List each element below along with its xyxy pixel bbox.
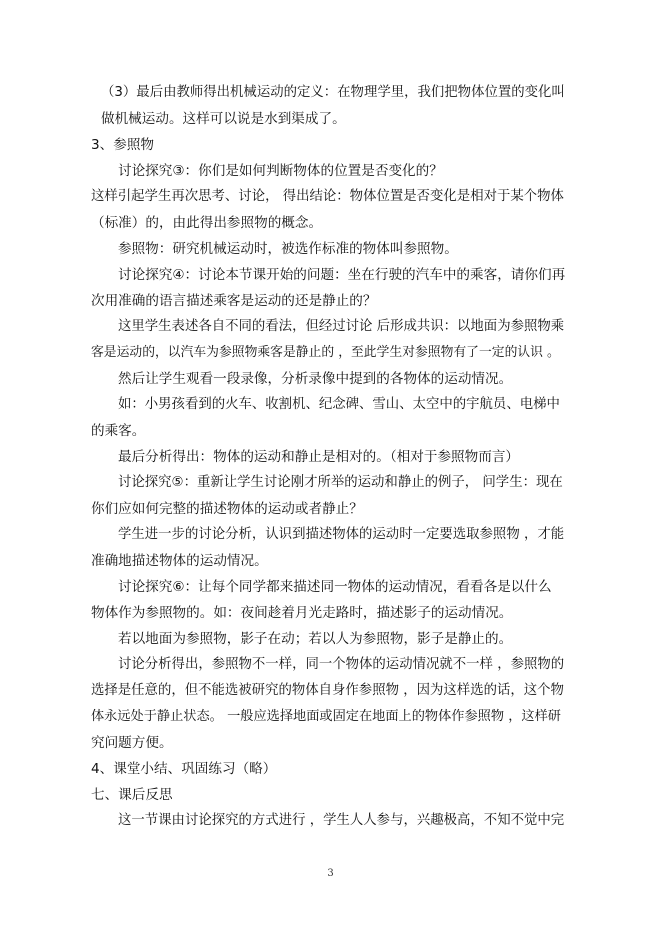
- text-line: 学生进一步的讨论分析，认识到描述物体的运动时一定要选取参照物 ，才能: [118, 527, 565, 542]
- text-line: 如：小男孩看到的火车、收割机、纪念碑、雪山、太空中的宇航员、电梯中: [118, 397, 560, 412]
- text-line: 讨论探究⑤：重新让学生讨论刚才所举的运动和静止的例子， 问学生：现在: [118, 475, 563, 490]
- section-heading: 七、课后反思: [91, 787, 173, 803]
- text-line: 这样引起学生再次思考、讨论， 得出结论：物体位置是否变化是相对于某个物体: [91, 189, 564, 204]
- text-line: 参照物：研究机械运动时，被选作标准的物体叫参照物。: [118, 241, 458, 257]
- text-line: （3）最后由教师得出机械运动的定义：在物理学里，我们把物体位置的变化叫: [101, 85, 565, 100]
- text-line: 你们应如何完整的描述物体的运动或者静止？: [91, 501, 363, 517]
- text-line: 这一节课由讨论探究的方式进行 ，学生人人参与，兴趣极高，不知不觉中完: [118, 813, 565, 828]
- text-line: 讨论探究⑥：让每个同学都来描述同一物体的运动情况，看看各是以什么: [118, 579, 552, 595]
- text-line: 体永远处于静止状态。 一般应选择地面或固定在地面上的物体作参照物 ，这样研: [91, 709, 561, 724]
- text-line: 选择是任意的，但不能选被研究的物体自身作参照物 ，因为这样选的话，这个物: [91, 683, 564, 698]
- text-line: 物体作为参照物的。如：夜间趁着月光走路时，描述影子的运动情况。: [91, 605, 513, 621]
- text-line: 讨论探究③：你们是如何判断物体的位置是否变化的？: [118, 163, 443, 179]
- section-heading: 3、参照物: [91, 137, 155, 153]
- section-heading: 4、课堂小结、巩固练习（略）: [91, 761, 277, 777]
- text-line: 讨论探究④：讨论本节课开始的问题：坐在行驶的汽车中的乘客，请你们再: [118, 267, 566, 283]
- text-line: 准确地描述物体的运动情况。: [91, 553, 268, 569]
- text-line: 做机械运动。这样可以说是水到渠成了。: [101, 111, 346, 127]
- text-line: 若以地面为参照物，影子在动；若以人为参照物，影子是静止的。: [118, 631, 513, 647]
- text-line: 究问题方便。: [91, 735, 173, 751]
- text-line: 的乘客。: [91, 423, 146, 439]
- text-line: （标准）的，由此得出参照物的概念。: [91, 215, 323, 231]
- text-line: 客是运动的，以汽车为参照物乘客是静止的 ，至此学生对参照物有了一定的认识 。: [91, 345, 560, 360]
- text-line: 讨论分析得出，参照物不一样，同一个物体的运动情况就不一样 ，参照物的: [118, 657, 565, 672]
- text-line: 这里学生表述各自不同的看法，但经过讨论 后形成共识：以地面为参照物乘: [118, 319, 565, 334]
- page-number: 3: [327, 868, 334, 879]
- text-line: 最后分析得出：物体的运动和静止是相对的。（相对于参照物而言）: [118, 449, 520, 465]
- text-line: 然后让学生观看一段录像，分析录像中提到的各物体的运动情况。: [118, 371, 513, 387]
- text-line: 次用准确的语言描述乘客是运动的还是静止的？: [91, 293, 377, 309]
